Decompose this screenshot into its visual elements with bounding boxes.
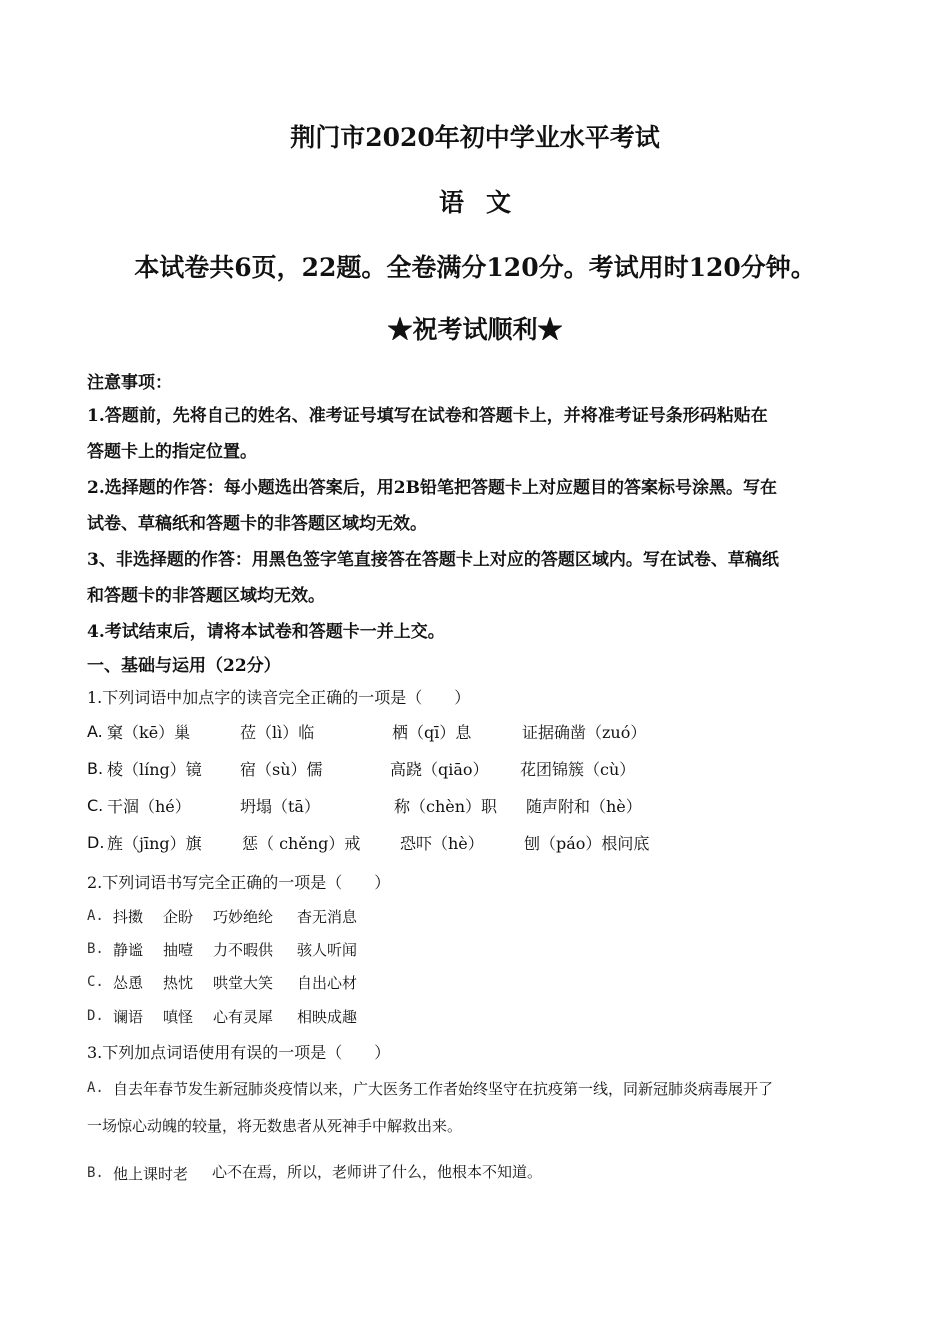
option-label: B. <box>87 759 104 778</box>
notes-line: 答题卡上的指定位置。 <box>87 442 257 462</box>
option-item: 恐吓（hè） <box>400 834 484 853</box>
option-label: C. <box>87 796 104 815</box>
option-label: A. <box>87 722 103 741</box>
option-item: 嗔怪 <box>163 1008 194 1026</box>
option-item: 杳无消息 <box>297 908 358 926</box>
option-item: 心有灵犀 <box>213 1008 274 1026</box>
option-item: 证据确凿（zuó） <box>522 723 647 742</box>
option-item: 高跷（qiāo） <box>390 760 489 779</box>
notes-line: 2.选择题的作答：每小题选出答案后，用2B铅笔把答题卡上对应题目的答案标号涂黑。写在 <box>87 478 777 498</box>
option-label: C. <box>87 974 104 990</box>
option-item: 相映成趣 <box>297 1008 358 1026</box>
option-item: 莅（lì）临 <box>240 723 315 742</box>
option-item: 坍塌（tā） <box>240 797 320 816</box>
subject-title: 语文 <box>438 188 533 217</box>
option-label: A. <box>87 1080 104 1096</box>
notes-line: 4.考试结束后，请将本试卷和答题卡一并上交。 <box>87 622 445 642</box>
option-item: 旌（jīng）旗 <box>107 834 202 853</box>
section-heading: 一、基础与运用（22分） <box>87 656 281 676</box>
option-item: 宿（sù）儒 <box>240 760 323 779</box>
option-text: 他上课时老 <box>113 1165 189 1183</box>
option-item: 窠（kē）巢 <box>107 723 191 742</box>
notes-line: 和答题卡的非答题区域均无效。 <box>87 586 325 606</box>
option-item: 怂恿 <box>113 974 144 992</box>
option-label: D. <box>87 833 105 852</box>
option-item: 热忱 <box>163 974 194 992</box>
option-item: 抽噎 <box>163 941 194 959</box>
q3-stem: 3.下列加点词语使用有误的一项是（ ） <box>87 1043 391 1062</box>
option-item: 称（chèn）职 <box>394 797 498 816</box>
option-item: 企盼 <box>163 908 194 926</box>
option-item: 自出心材 <box>297 974 358 992</box>
option-item: 随声附和（hè） <box>526 797 642 816</box>
option-item: 静谧 <box>113 941 144 959</box>
q1-stem: 1.下列词语中加点字的读音完全正确的一项是（ ） <box>87 688 471 707</box>
notes-line: 3、非选择题的作答：用黑色签字笔直接答在答题卡上对应的答题区域内。写在试卷、草稿纸 <box>87 550 779 570</box>
option-item: 力不暇供 <box>213 941 274 959</box>
option-item: 栖（qī）息 <box>392 723 472 742</box>
option-item: 骇人听闻 <box>297 941 358 959</box>
option-text: 一场惊心动魄的较量，将无数患者从死神手中解救出来。 <box>87 1117 463 1135</box>
exam-info: 本试卷共6页，22题。全卷满分120分。考试用时120分钟。 <box>134 253 816 282</box>
option-label: B. <box>87 941 104 957</box>
option-item: 棱（líng）镜 <box>107 760 202 779</box>
option-item: 巧妙绝纶 <box>213 908 274 926</box>
notes-line: 试卷、草稿纸和答题卡的非答题区域均无效。 <box>87 514 427 534</box>
blessing: ★祝考试顺利★ <box>387 315 563 344</box>
option-item: 惩（ chěng）戒 <box>242 834 361 853</box>
option-item: 干涸（hé） <box>107 797 191 816</box>
option-text: 心不在焉，所以，老师讲了什么，他根本不知道。 <box>212 1163 543 1181</box>
option-label: D. <box>87 1008 104 1024</box>
option-item: 花团锦簇（cù） <box>520 760 636 779</box>
option-text: 自去年春节发生新冠肺炎疫情以来，广大医务工作者始终坚守在抗疫第一线，同新冠肺炎病毒展开了 <box>113 1080 774 1098</box>
exam-title: 荆门市2020年初中学业水平考试 <box>290 123 660 152</box>
notes-line: 1.答题前，先将自己的姓名、准考证号填写在试卷和答题卡上，并将准考证号条形码粘贴在 <box>87 406 768 426</box>
option-item: 抖擞 <box>113 908 144 926</box>
option-item: 刨（páo）根问底 <box>524 834 650 853</box>
notes-heading: 注意事项： <box>87 373 172 393</box>
option-label: B. <box>87 1165 104 1181</box>
option-label: A. <box>87 908 104 924</box>
option-item: 谰语 <box>113 1008 144 1026</box>
q2-stem: 2.下列词语书写完全正确的一项是（ ） <box>87 873 391 892</box>
option-item: 哄堂大笑 <box>213 974 274 992</box>
